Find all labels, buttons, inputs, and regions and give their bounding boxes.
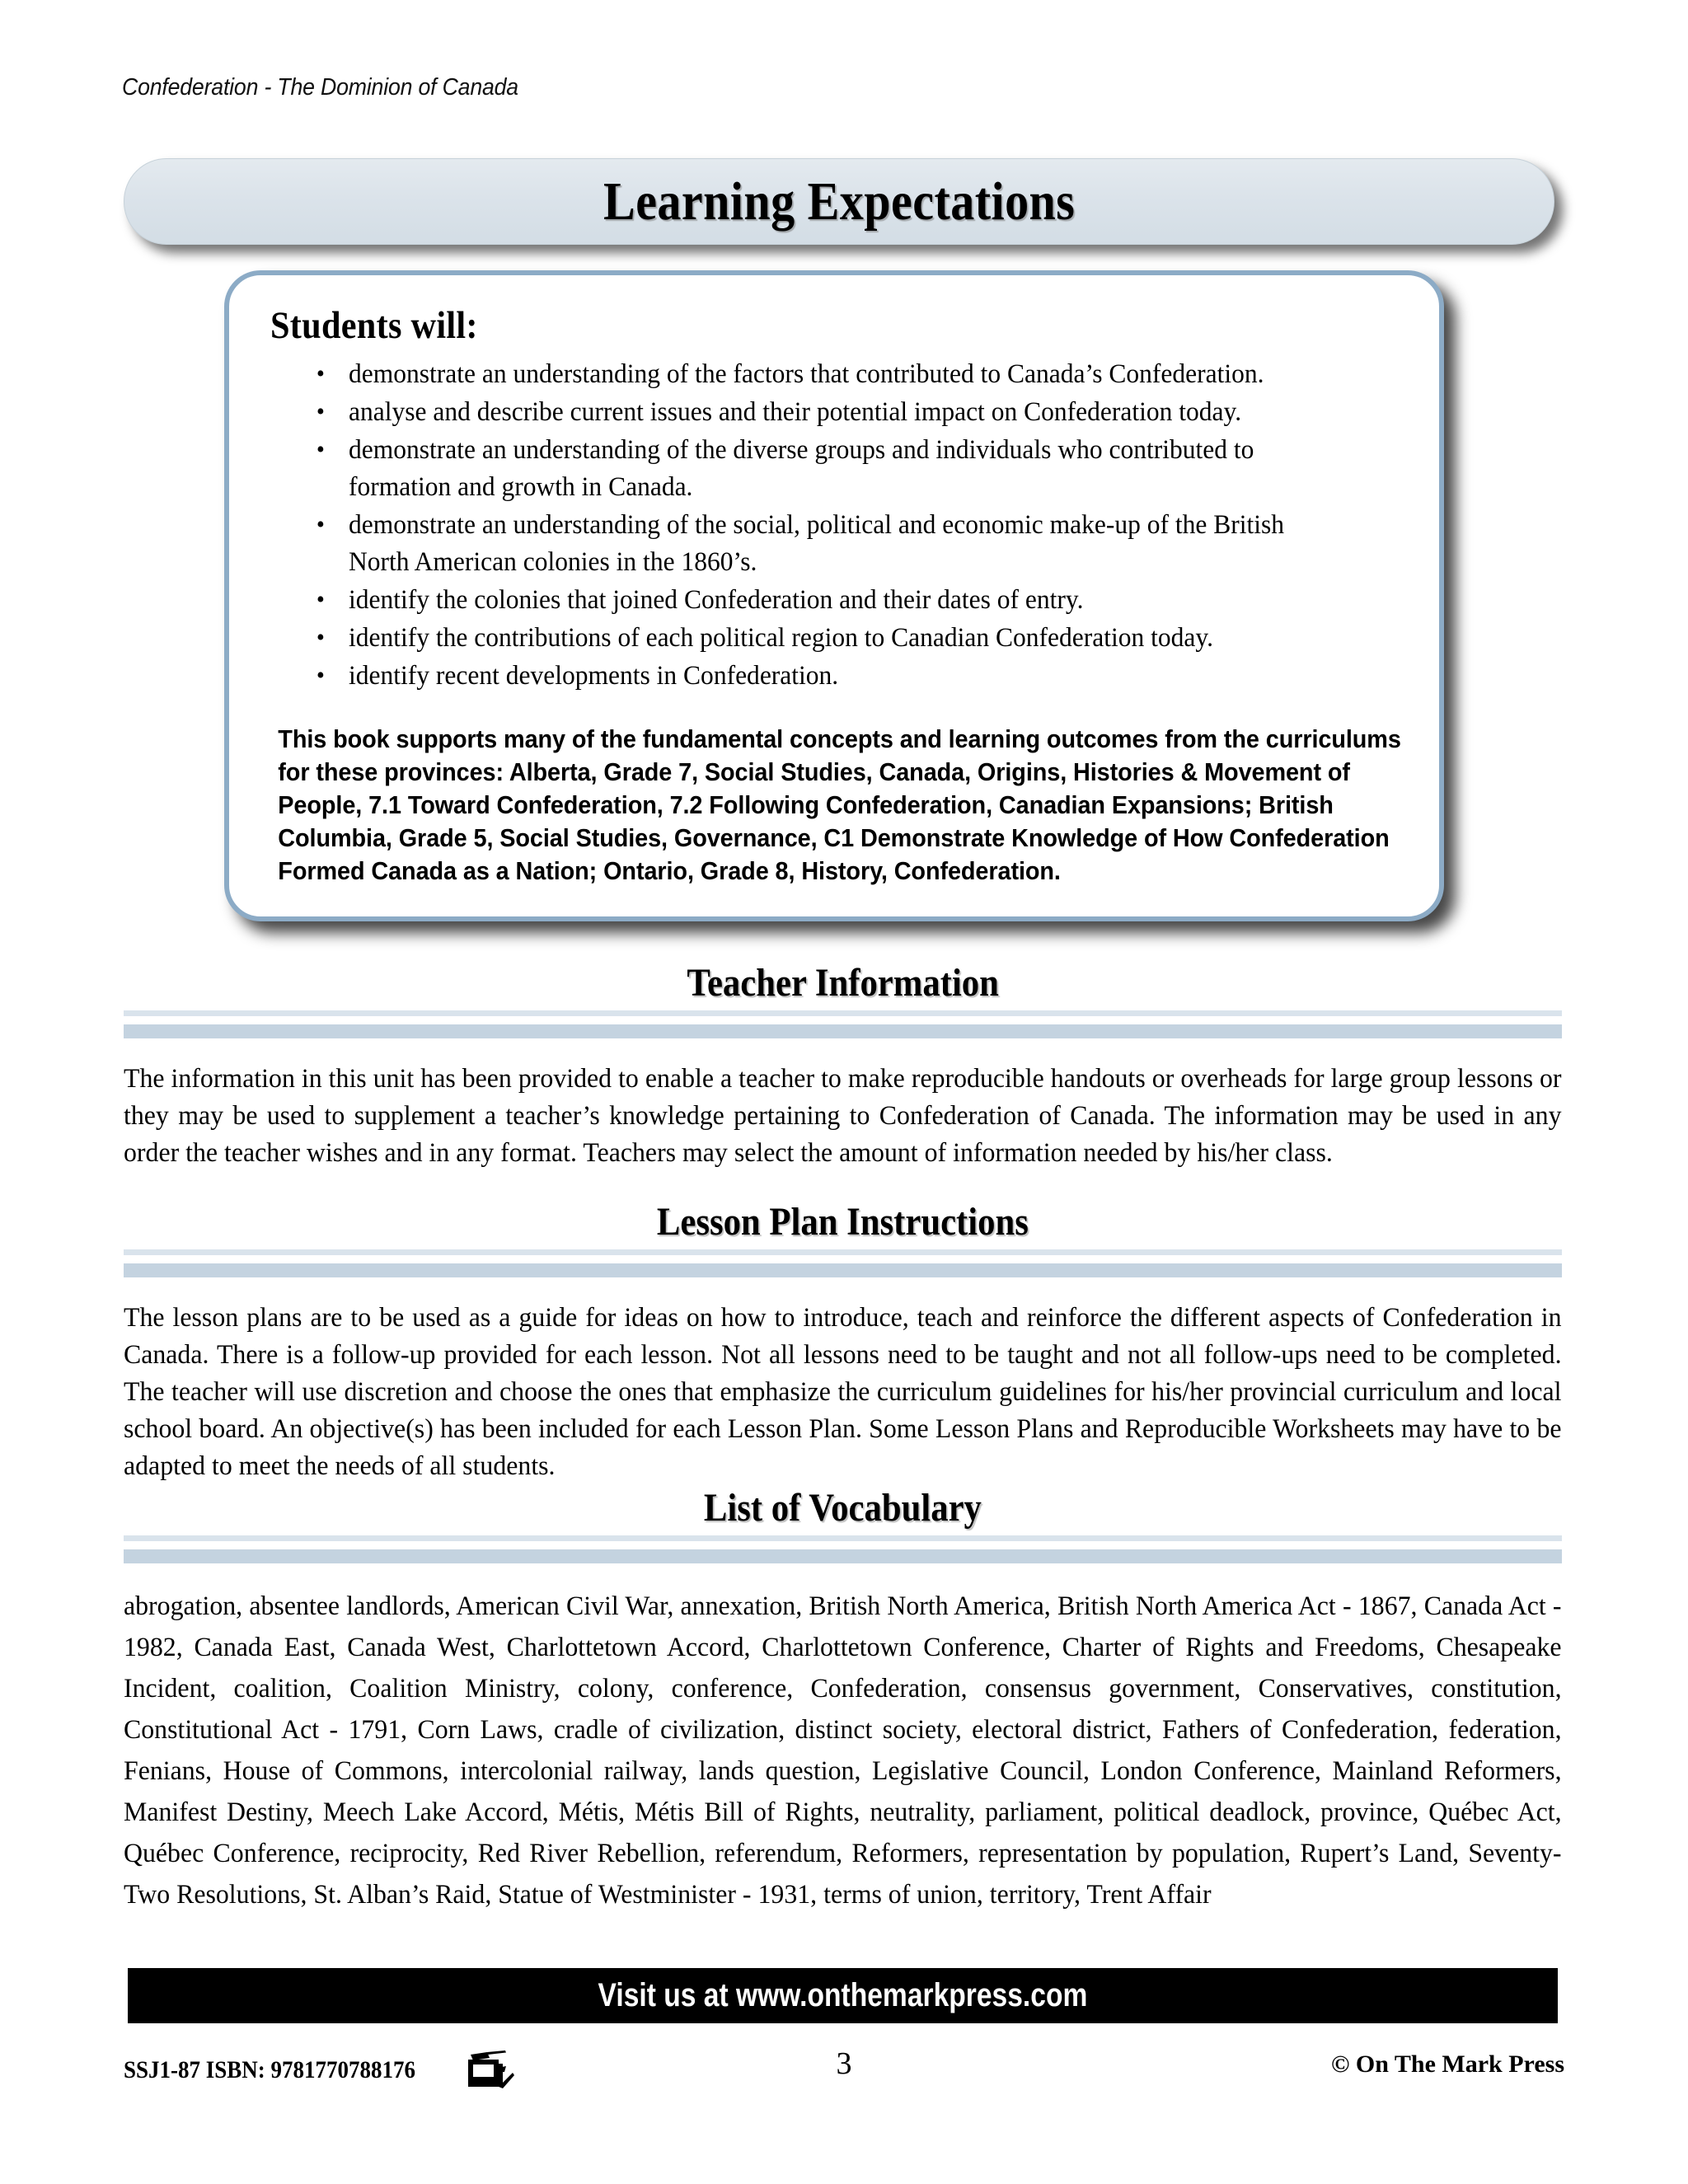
isbn-text: SSJ1-87 ISBN: 9781770788176 [124, 2056, 416, 2083]
bullet-icon: • [316, 511, 325, 538]
students-box-frame [224, 270, 1444, 921]
copyright-text: © On The Mark Press [1331, 2050, 1564, 2078]
section-heading [124, 1485, 1562, 1549]
heading-rule-thin [124, 1535, 1562, 1541]
list-item-text: identify recent developments in Confederation. [348, 661, 839, 691]
page-footer [124, 2044, 1564, 2093]
list-item-text: demonstrate an understanding of the factors that contributed to Canada’s Confederation. [348, 359, 1264, 389]
vocabulary-body: abrogation, absentee landlords, American Civil War, annexation, British North America, British North America Act - 1867, Canada Act - 1982, Canada East, Canada West, Charlottetown Accord, Charlottetown Conference, Charter of Rights and Freedoms, Chesapeake Incident, coalition, Coalition Ministry, colony, conference, Confederation, consensus government, Conservatives, constitution, Constitutional Act - 1791, Corn Laws, cradle of civilization, distinct society, electoral district, Fathers of Confederation, federation, Fenians, House of Commons, intercolonial railway, lands question, Legislative Council, London Conference, Mainland Reformers, Manifest Destiny, Meech Lake Accord, Métis, Métis Bill of Rights, neutrality, parliament, political deadlock, province, Québec Act, Québec Conference, reciprocity, Red River Rebellion, referendum, Reformers, representation by population, Rupert’s Land, Seventy-Two Resolutions, St. Alban’s Raid, Statue of Westminister - 1931, terms of union, territory, Trent Affair [124, 1591, 1562, 1910]
list-item-text: identify the colonies that joined Confederation and their dates of entry. [348, 585, 1084, 615]
expectations-list [270, 356, 1398, 695]
heading-rule-thin [124, 1249, 1562, 1255]
bullet-icon: • [316, 662, 325, 689]
section-title-text: List of Vocabulary [691, 1485, 995, 1530]
list-item [313, 356, 1349, 393]
section-title-text: Lesson Plan Instructions [644, 1199, 1042, 1244]
section-list-of-vocabulary [124, 1485, 1562, 1915]
section-teacher-information [124, 960, 1562, 1172]
heading-rule-bold [124, 1549, 1562, 1563]
visit-us-text: Visit us at www.onthemarkpress.com [598, 1977, 1088, 2013]
curriculum-note: This book supports many of the fundamental concepts and learning outcomes from the curriculums for these provinces: Alberta, Grade 7, Social Studies, Canada, Origins, Histories & Movement of People, 7.1 Toward Confederation, 7.2 Following Confederation, Canadian Expansions; British Columbia, Grade 5, Social Studies, Governance, C1 Demonstrate Knowledge of How Confederation Formed Canada as a Nation; Ontario, Grade 8, History, Confederation. [278, 724, 1401, 885]
section-body: The lesson plans are to be used as a guide for ideas on how to introduce, teach and reinforce the different aspects of Confederation in Canada. There is a follow-up provided for each lesson. Not all lessons need to be taught and not all follow-ups need to be completed. The teacher will use discretion and choose the ones that emphasize the curriculum guidelines for his/her provincial curriculum and local school board. An objective(s) has been included for each Lesson Plan. Some Lesson Plans and Reproducible Worksheets may have to be adapted to meet the needs of all students. [124, 1303, 1562, 1481]
running-head: Confederation - The Dominion of Canada [122, 74, 518, 101]
list-item-text: identify the contributions of each political region to Canadian Confederation today. [348, 623, 1214, 653]
section-title [124, 960, 1562, 1005]
section-body: The information in this unit has been provided to enable a teacher to make reproducible handouts or overheads for large group lessons or they may be used to supplement a teacher’s knowledge pertaining to Confederation of Canada. The information may be used in any order the teacher wishes and in any format. Teachers may select the amount of information needed by his/her class. [124, 1064, 1562, 1168]
title-banner [124, 158, 1554, 245]
heading-rule-bold [124, 1263, 1562, 1277]
bullet-icon: • [316, 398, 325, 425]
list-item-text: analyse and describe current issues and their potential impact on Confederation today. [348, 397, 1242, 427]
heading-rule-thin [124, 1010, 1562, 1016]
list-item [313, 620, 1349, 657]
list-item [313, 432, 1349, 506]
section-heading [124, 960, 1562, 1024]
page-number: 3 [836, 2046, 852, 2081]
list-item [313, 658, 1349, 695]
bullet-icon: • [316, 624, 325, 651]
banner-plate [124, 158, 1554, 245]
bullet-icon: • [316, 586, 325, 613]
section-heading [124, 1199, 1562, 1263]
students-will-box [224, 270, 1444, 921]
section-title-text: Teacher Information [673, 960, 1012, 1005]
visit-us-banner [128, 1968, 1558, 2023]
section-lesson-plan-instructions [124, 1199, 1562, 1485]
section-title [124, 1199, 1562, 1244]
heading-rule-bold [124, 1024, 1562, 1038]
list-item [313, 507, 1349, 581]
list-item [313, 394, 1349, 431]
bullet-icon: • [316, 436, 325, 463]
list-item-text: demonstrate an understanding of the diverse groups and individuals who contributed to formation and growth in Canada. [348, 435, 1254, 502]
list-item [313, 582, 1349, 619]
section-title [124, 1485, 1562, 1530]
page-title: Learning Expectations [603, 171, 1076, 232]
students-will-heading: Students will: [270, 304, 478, 347]
bullet-icon: • [316, 360, 325, 387]
list-item-text: demonstrate an understanding of the social, political and economic make-up of the British North American colonies in the 1860’s. [348, 510, 1285, 577]
